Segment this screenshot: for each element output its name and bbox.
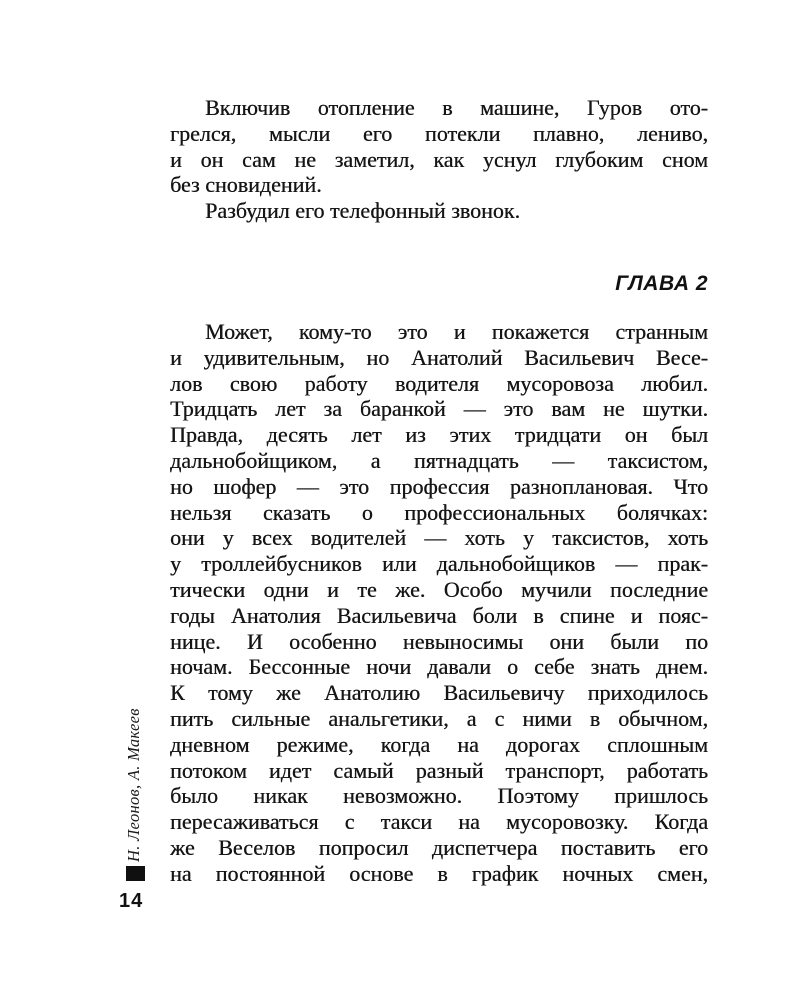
text-line: Правда, десять лет из этих тридцати он был [170, 422, 708, 448]
paragraph [170, 198, 708, 224]
text-line: ночам. Бессонные ночи давали о себе знать днем. [170, 654, 708, 680]
page-number: 14 [119, 890, 144, 912]
text-line: без сновидений. [170, 172, 322, 198]
text-line: пить сильные анальгетики, а с ними в обычном, [170, 705, 708, 731]
text-line: пересаживаться с такси на мусоровозку. Когда [170, 809, 708, 835]
text-line: тически одни и те же. Особо мучили последние [170, 576, 708, 602]
chapter-heading: ГЛАВА 2 [615, 272, 708, 295]
paragraph [170, 95, 708, 198]
text-line: Тридцать лет за баранкой — это вам не шутки. [170, 396, 708, 422]
text-line: нице. И особенно невыносимы они были по [170, 628, 708, 654]
text-line: Включив отопление в машине, Гуров ото- [205, 95, 708, 120]
text-line: они у всех водителей — хоть у таксистов, хоть [170, 525, 708, 551]
text-line: потоком идет самый разный транспорт, работать [170, 757, 708, 783]
text-line: и он сам не заметил, как уснул глубоким сном [170, 146, 708, 172]
text-line: было никак невозможно. Поэтому пришлось [170, 783, 708, 809]
sidebar-authors: Н. Леонов, А. Макеев [124, 708, 143, 862]
text-line: грелся, мысли его потекли плавно, лениво, [170, 120, 708, 146]
text-line: дневном режиме, когда на дорогах сплошным [170, 731, 708, 757]
text-line: у троллейбусников или дальнобойщиков — прак- [170, 551, 708, 577]
text-line: Может, кому-то это и покажется странным [205, 319, 708, 344]
series-marker-icon [126, 866, 145, 881]
text-line: же Веселов попросил диспетчера поставить его [170, 834, 708, 860]
text-line: и удивительным, но Анатолий Васильевич Весе- [170, 344, 708, 370]
body-paragraph [170, 319, 708, 887]
text-line: дальнобойщиком, а пятнадцать — таксистом, [170, 447, 708, 473]
text-line: Разбудил его телефонный звонок. [205, 198, 520, 224]
text-line: лов свою работу водителя мусоровоза любил. [170, 370, 708, 396]
text-line: К тому же Анатолию Васильевичу приходилось [170, 680, 708, 706]
intro-paragraphs [170, 95, 708, 224]
text-line: на постоянной основе в график ночных смен, [170, 860, 708, 886]
text-line: нельзя сказать о профессиональных болячках: [170, 499, 708, 525]
text-line: но шофер — это профессия разноплановая. Что [170, 473, 708, 499]
text-line: годы Анатолия Васильевича боли в спине и пояс- [170, 602, 708, 628]
